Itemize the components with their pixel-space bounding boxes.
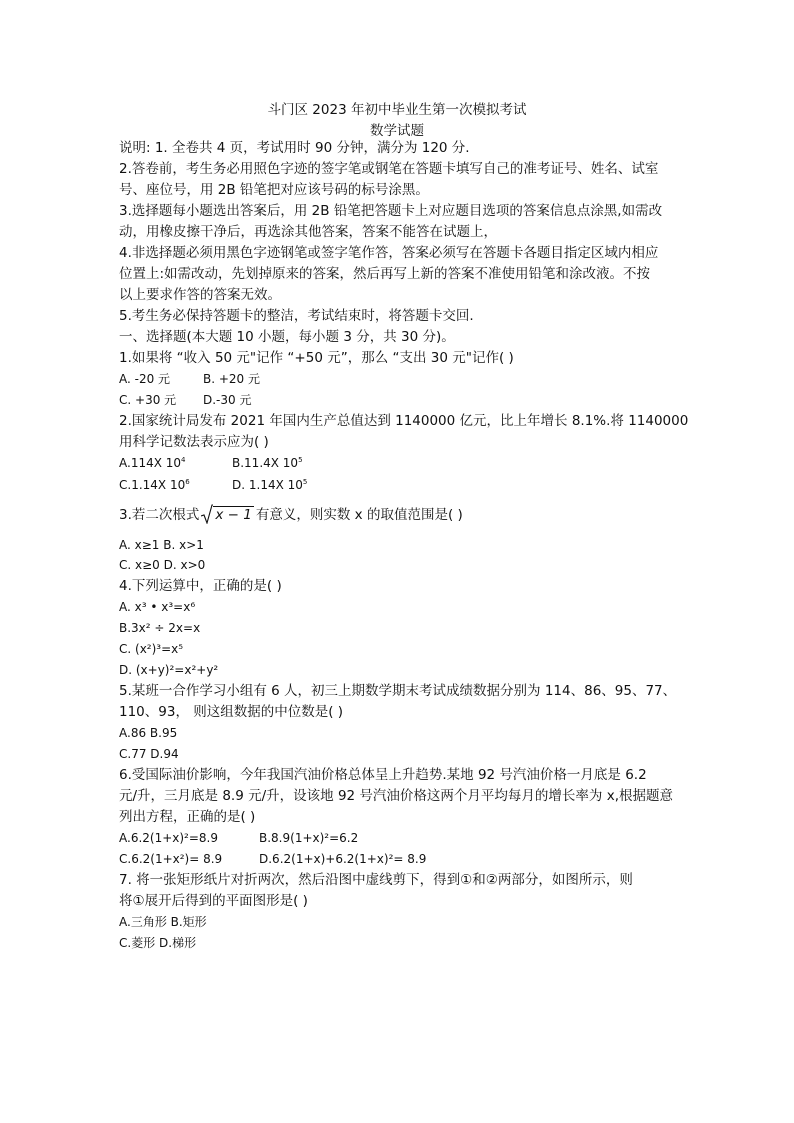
q4-stem: 4.下列运算中，正确的是( ) (119, 578, 282, 594)
q6-stem-b: 元/升，三月底是 8.9 元/升，设该地 92 号汽油价格这两个月平均每月的增长率为 x,根据题意 (119, 788, 673, 804)
q6-option-a: A.6.2(1+x)²=8.9 (119, 831, 218, 845)
q1-option-c: C. +30 元 (119, 393, 177, 407)
q7-stem-b: 将①展开后得到的平面图形是( ) (119, 893, 308, 909)
exam-title: 斗门区 2023 年初中毕业生第一次模拟考试 (267, 102, 527, 118)
q6-option-c: C.6.2(1+x²)= 8.9 (119, 852, 223, 866)
q2-stem-b: 用科学记数法表示应为( ) (119, 434, 269, 450)
q5-stem-b: 110、93， 则这组数据的中位数是( ) (119, 704, 344, 720)
q1-option-d: D.-30 元 (203, 393, 252, 407)
instruction-3b: 动，用橡皮擦干净后，再选涂其他答案，答案不能答在试题上， (119, 224, 497, 240)
section-heading: 一、选择题(本大题 10 小题，每小题 3 分，共 30 分)。 (119, 329, 455, 345)
q6-stem-c: 列出方程，正确的是( ) (119, 809, 256, 825)
q4-option-d: D. (x+y)²=x²+y² (119, 663, 219, 677)
instruction-3a: 3.选择题每小题选出答案后，用 2B 铅笔把答题卡上对应题目选项的答案信息点涂黑,如需改 (119, 203, 663, 219)
instruction-4b: 位置上:如需改动，先划掉原来的答案，然后再写上新的答案不准使用铅笔和涂改液。不按 (119, 266, 651, 282)
instruction-2a: 2.答卷前，考生务必用照色字迹的签字笔或钢笔在答题卡填写自己的准考证号、姓名、试室 (119, 161, 659, 177)
instruction-4c: 以上要求作答的答案无效。 (119, 287, 281, 303)
q6-option-d: D.6.2(1+x)+6.2(1+x)²= 8.9 (259, 852, 427, 866)
q2-option-d: D. 1.14X $10^5$ (232, 478, 308, 492)
q2-stem-a: 2.国家统计局发布 2021 年国内生产总值达到 1140000 亿元，比上年增长 8.1%.将 1140000 (119, 413, 689, 429)
sqrt-radical: x − 1 (201, 506, 253, 524)
q5-options-cd: C.77 D.94 (119, 747, 179, 761)
q7-stem-a: 7. 将一张矩形纸片对折两次，然后沿图中虚线剪下，得到①和②两部分，如图所示，则 (119, 872, 633, 888)
instruction-2b: 号、座位号，用 2B 铅笔把对应该号码的标号涂黑。 (119, 182, 429, 198)
q4-option-b: B.3x² ÷ 2x=x (119, 621, 201, 635)
q7-options-cd: C.菱形 D.梯形 (119, 936, 197, 950)
exam-subtitle: 数学试题 (370, 123, 424, 139)
q2-option-b: B.11.4X $10^5$ (232, 456, 303, 470)
instruction-5: 5.考生务必保持答题卡的整洁，考试结束时，将答题卡交回. (119, 308, 474, 324)
q4-option-c: C. (x²)³=x⁵ (119, 642, 184, 656)
q4-option-a: A. x³ • x³=x⁶ (119, 600, 196, 614)
q3-options-ab: A. x≥1 B. x>1 (119, 538, 204, 552)
q1-option-b: B. +20 元 (203, 372, 261, 386)
q1-stem: 1.如果将 “收入 50 元"记作 “+50 元”，那么 “支出 30 元"记作( ) (119, 350, 514, 366)
q7-options-ab: A.三角形 B.矩形 (119, 915, 207, 929)
q1-option-a: A. -20 元 (119, 372, 171, 386)
instruction-1: 说明: 1. 全卷共 4 页，考试用时 90 分钟，满分为 120 分. (119, 140, 470, 156)
q2-option-a: A.114X $10^4$ (119, 456, 186, 470)
instruction-4a: 4.非选择题必须用黑色字迹钢笔或签字笔作答，答案必须写在答题卡各题目指定区域内相应 (119, 245, 659, 261)
q6-option-b: B.8.9(1+x)²=6.2 (259, 831, 359, 845)
q5-stem-a: 5.某班一合作学习小组有 6 人，初三上期数学期末考试成绩数据分别为 114、86、95、77、 (119, 683, 677, 699)
q3-stem: 3.若二次根式 x − 1 有意义，则实数 x 的取值范围是( ) (119, 506, 463, 524)
radical-sign-icon (201, 504, 213, 524)
q5-options-ab: A.86 B.95 (119, 726, 178, 740)
q3-options-cd: C. x≥0 D. x>0 (119, 558, 206, 572)
q2-option-c: C.1.14X $10^6$ (119, 478, 190, 492)
q6-stem-a: 6.受国际油价影响，今年我国汽油价格总体呈上升趋势.某地 92 号汽油价格一月底是 6.2 (119, 767, 647, 783)
